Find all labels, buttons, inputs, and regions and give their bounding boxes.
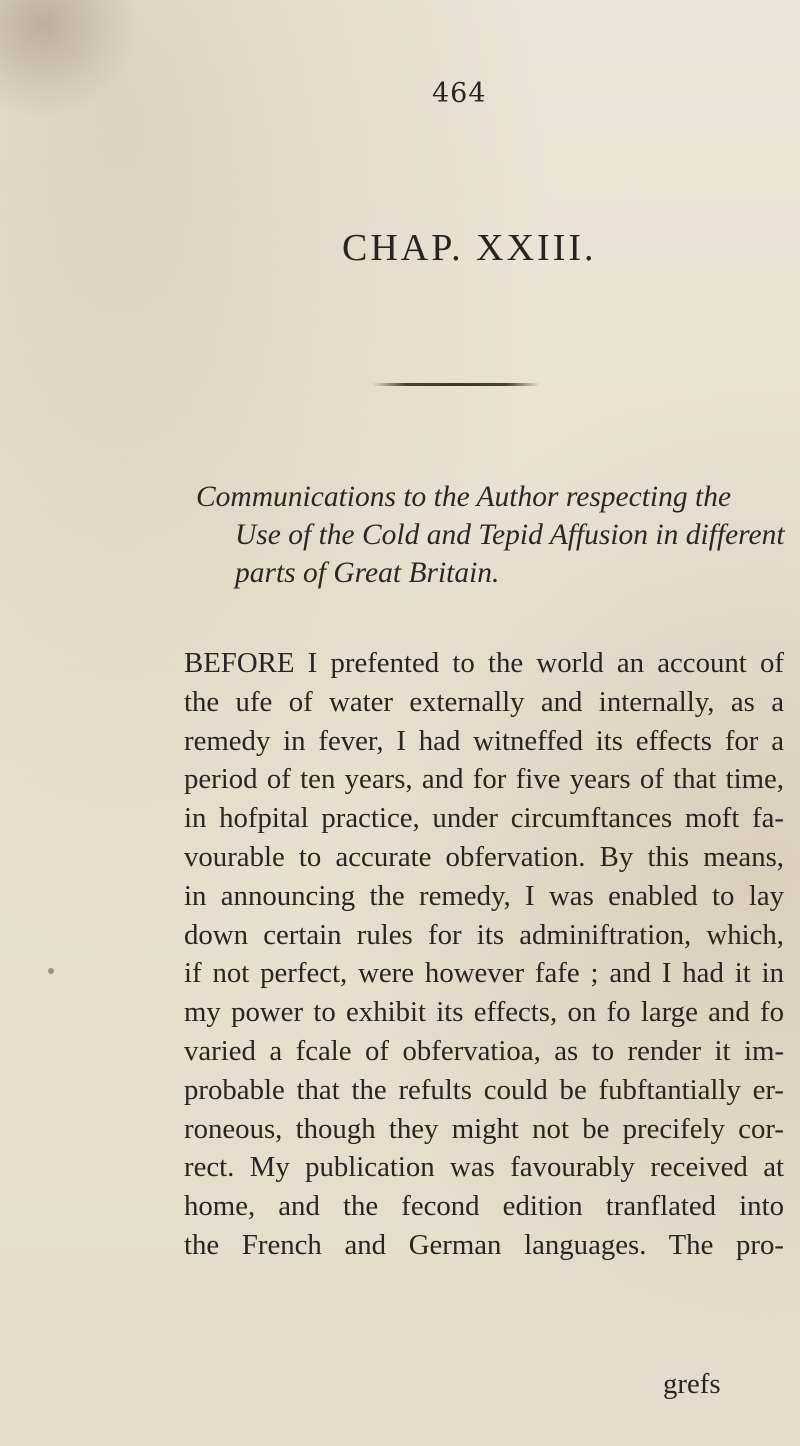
body-line: the ufe of water externally and internally, as a (184, 685, 784, 718)
chapter-heading: CHAP. XXIII. (342, 227, 597, 269)
body-line: probable that the refults could be fubftantially er- (184, 1073, 784, 1106)
body-line: in hofpital practice, under circumftances moft fa- (184, 802, 784, 835)
subtitle-line: parts of Great Britain. (235, 557, 500, 589)
ink-speck (48, 968, 54, 974)
body-line: the French and German languages. The pro- (184, 1228, 784, 1261)
body-line: in announcing the remedy, I was enabled to lay (184, 879, 784, 912)
body-line: remedy in fever, I had witneffed its effects for a (184, 724, 784, 757)
body-line: rect. My publication was favourably received at (184, 1151, 784, 1184)
subtitle-line: Use of the Cold and Tepid Affusion in different (235, 519, 785, 551)
body-line: BEFORE I prefented to the world an account of (184, 647, 784, 679)
catchword: grefs (663, 1368, 721, 1400)
body-line: my power to exhibit its effects, on fo large and fo (184, 996, 784, 1029)
body-line: if not perfect, were however fafe ; and I had it in (184, 957, 784, 990)
page-stain (0, 0, 140, 120)
body-line: vourable to accurate obfervation. By this means, (184, 840, 784, 873)
body-line: period of ten years, and for five years of that time, (184, 763, 784, 796)
body-line: varied a fcale of obfervatioa, as to render it im- (184, 1034, 784, 1067)
chapter-subtitle (196, 478, 785, 592)
body-line: roneous, though they might not be precifely cor- (184, 1112, 784, 1145)
subtitle-line: Communications to the Author respecting the (196, 481, 732, 513)
body-line: home, and the fecond edition tranflated into (184, 1190, 784, 1223)
heading-rule (372, 383, 540, 386)
body-paragraph (184, 644, 784, 1265)
page-number: 464 (432, 78, 487, 109)
body-line: down certain rules for its adminiftration, which, (184, 918, 784, 951)
